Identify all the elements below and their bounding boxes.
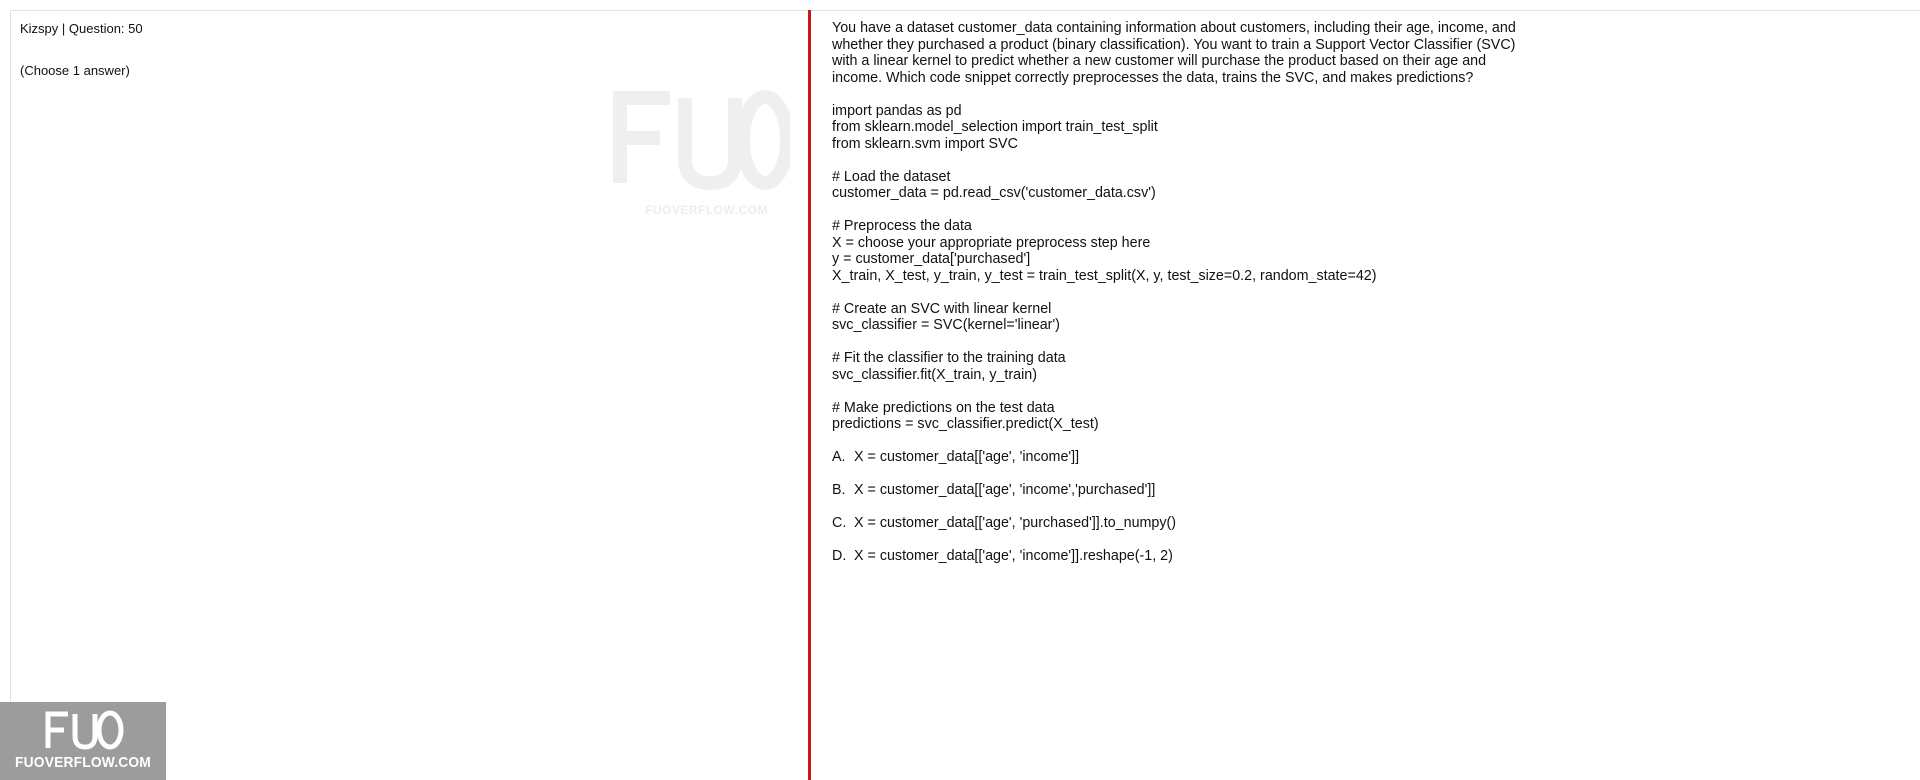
prompt-line: with a linear kernel to predict whether a new customer will purchase the product based on their age and — [832, 53, 1487, 69]
code-comment: # Make predictions on the test data — [832, 399, 1055, 416]
watermark-center-text: FUOVERFLOW.COM — [645, 203, 768, 217]
code-comment: # Fit the classifier to the training data — [832, 350, 1066, 366]
fuoverflow-logo — [0, 702, 166, 780]
code-block-predict — [832, 400, 1562, 433]
code-line: predictions = svc_classifier.predict(X_test) — [832, 416, 1099, 432]
panel-divider — [808, 10, 811, 780]
code-block-imports — [832, 103, 1562, 153]
question-prompt — [832, 20, 1562, 86]
option-text: X = customer_data[['age', 'income','purchased']] — [854, 482, 1156, 498]
code-line: X_train, X_test, y_train, y_test = train_test_split(X, y, test_size=0.2, random_state=42) — [832, 267, 1377, 284]
code-line: customer_data = pd.read_csv('customer_data.csv') — [832, 185, 1156, 201]
code-line: svc_classifier = SVC(kernel='linear') — [832, 317, 1060, 333]
prompt-line: You have a dataset customer_data containing information about customers, including their age, income, and — [832, 20, 1516, 36]
code-line: X = choose your appropriate preprocess step here — [832, 234, 1151, 251]
code-block-fit — [832, 350, 1562, 383]
option-a[interactable] — [832, 449, 1562, 466]
code-comment: # Create an SVC with linear kernel — [832, 300, 1052, 317]
option-letter: C. — [832, 515, 847, 531]
fuo-logo-icon — [44, 710, 124, 750]
code-comment: # Preprocess the data — [832, 218, 972, 234]
code-line: y = customer_data['purchased'] — [832, 251, 1031, 267]
option-text: X = customer_data[['age', 'income']] — [854, 449, 1080, 465]
option-text: X = customer_data[['age', 'income']].reshape(-1, 2) — [854, 548, 1173, 564]
code-line: svc_classifier.fit(X_train, y_train) — [832, 366, 1037, 383]
watermark-logo-icon — [610, 88, 790, 193]
code-block-preprocess — [832, 218, 1562, 284]
code-comment: # Load the dataset — [832, 168, 951, 185]
option-d[interactable] — [832, 548, 1562, 565]
question-header: Kizspy | Question: 50 — [20, 21, 143, 36]
answer-options — [832, 449, 1562, 565]
logo-text: FUOVERFLOW.COM — [15, 754, 151, 771]
prompt-line: whether they purchased a product (binary classification). You want to train a Support Vector Classifier (SVC) — [832, 36, 1516, 53]
code-line: from sklearn.svm import SVC — [832, 135, 1018, 152]
code-line: import pandas as pd — [832, 102, 962, 119]
option-text: X = customer_data[['age', 'purchased']].to_numpy() — [854, 515, 1177, 531]
option-letter: B. — [832, 482, 846, 498]
code-line: from sklearn.model_selection import train_test_split — [832, 119, 1158, 135]
option-letter: A. — [832, 449, 846, 465]
question-panel — [832, 20, 1562, 565]
code-block-load — [832, 169, 1562, 202]
option-letter: D. — [832, 548, 847, 564]
option-b[interactable] — [832, 482, 1562, 499]
answer-instruction: (Choose 1 answer) — [20, 63, 130, 78]
option-c[interactable] — [832, 515, 1562, 532]
code-block-create — [832, 301, 1562, 334]
prompt-line: income. Which code snippet correctly preprocesses the data, trains the SVC, and makes predictions? — [832, 69, 1474, 86]
